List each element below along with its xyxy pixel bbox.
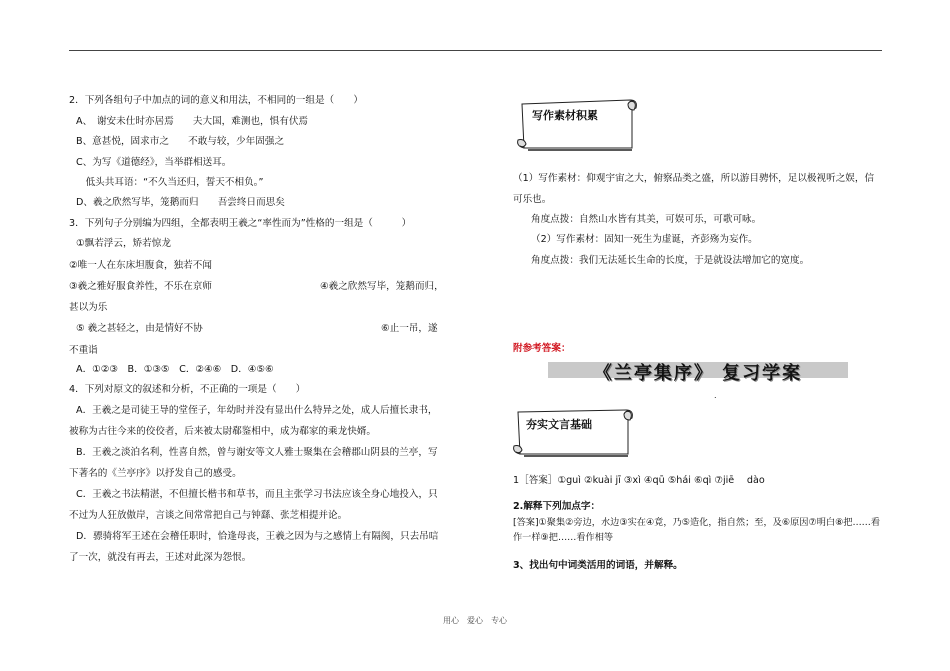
base-scroll-frame [510,402,636,460]
review-banner [548,362,848,384]
writing-material-1-cont: 可乐也。 [513,194,552,205]
writing-material-2: （2）写作素材：固知一死生为虚诞，齐彭殇为妄作。 [531,234,758,245]
q3-item-6-cont: 不重诣 [69,345,98,356]
angle-tip-1: 角度点拨：自然山水皆有其美，可娱可乐，可歌可咏。 [531,214,762,225]
q2-option-c: C、为写《道德经》，当举群相送耳。 [76,157,232,168]
q3-options: A．①②③ B．①③⑤ C．②④⑥ D．④⑤⑥ [76,364,274,375]
question-3: 3．下列句子分别编为四组，全都表明王羲之“率性而为”性格的一组是（ ） [69,218,412,229]
stray-dot: . [714,391,717,400]
page-footer: 用心 爱心 专心 [443,616,507,625]
answer-2-line1: [答案]①聚集②旁边，水边③实在④竟，乃⑤造化，指自然；至，及⑥原因⑦明白⑧把……看 [513,517,881,528]
q3-item-1: ①飘若浮云，矫若惊龙 [76,238,171,249]
answer-2-title: 2.解释下列加点字： [513,501,601,512]
q4-option-d-cont: 了一次，就没有再去，王述对此深为怨恨。 [69,552,252,563]
q4-option-a: A．王羲之是司徒王导的堂侄子，年幼时并没有显出什么特异之处，成人后擅长隶书， [76,405,438,416]
answer-2-line2: 作一样⑨把……看作相等 [513,532,614,543]
q4-option-b: B．王羲之淡泊名利，性喜自然，曾与谢安等文人雅士聚集在会稽郡山阴县的兰亭，写 [76,447,438,458]
q4-option-d: D．骠骑将军王述在会稽任职时，恰逢母丧，王羲之因为与之感情上有隔阂，只去吊唁 [76,531,439,542]
question-4: 4．下列对原文的叙述和分析，不正确的一项是（ ） [69,384,306,395]
q3-item-6: ⑥止一吊，遂 [381,323,438,334]
q2-option-c-line2: 低头共耳语：“不久当还归，誓天不相负。” [76,177,264,188]
q4-option-b-cont: 下著名的《兰亭序》以抒发自己的感受。 [69,468,242,479]
reference-answer-label: 附参考答案： [513,343,571,354]
q3-item-2: ②唯一人在东床坦腹食，独若不闻 [69,260,212,271]
review-banner-title: 《兰亭集序》 复习学案 [593,363,803,384]
writing-scroll-frame [514,92,640,154]
q2-option-d: D、羲之欣然写毕，笼鹅而归 吾尝终日而思矣 [76,197,285,208]
q4-option-c: C．王羲之书法精湛，不但擅长楷书和草书，而且主张学习书法应该全身心地投入，只 [76,489,438,500]
q2-option-a: A、 谢安未仕时亦居焉 夫大国，难测也，惧有伏焉 [76,116,309,127]
writing-material-1: （1）写作素材：仰观宇宙之大，俯察品类之盛，所以游目骋怀，足以极视听之娱，信 [513,173,875,184]
q3-item-4-cont: 甚以为乐 [69,302,108,313]
answer-1: 1［答案］①guì ②kuài jī ③xì ④qū ⑤hái ⑥qì ⑦jiē dào [513,475,765,486]
question-3-word-class: 3、找出句中词类活用的词语，并解释。 [513,560,683,571]
question-2: 2．下列各组句子中加点的词的意义和用法，不相同的一组是（ ） [69,95,363,106]
writing-material-title: 写作素材积累 [532,109,598,122]
q3-item-5: ⑤ 羲之甚轻之，由是情好不协 [76,323,203,334]
q2-option-b: B、意甚悦，固求市之 不敢与较，少年固强之 [76,136,285,147]
q3-item-3: ③羲之雅好服食养性，不乐在京师 [69,281,212,292]
base-section-title: 夯实文言基础 [526,418,592,431]
q3-item-4: ④羲之欣然写毕，笼鹅而归， [320,281,444,292]
q4-option-c-cont: 不过为人狂放傲岸，言谈之间常常把自己与钟繇、张芝相提并论。 [69,510,348,521]
header-rule [69,50,882,51]
q4-option-a-cont: 被称为古往今来的佼佼者，后来被太尉郗鉴相中，成为郗家的乘龙快婿。 [69,426,376,437]
angle-tip-2: 角度点拨：我们无法延长生命的长度，于是就设法增加它的宽度。 [531,255,810,266]
